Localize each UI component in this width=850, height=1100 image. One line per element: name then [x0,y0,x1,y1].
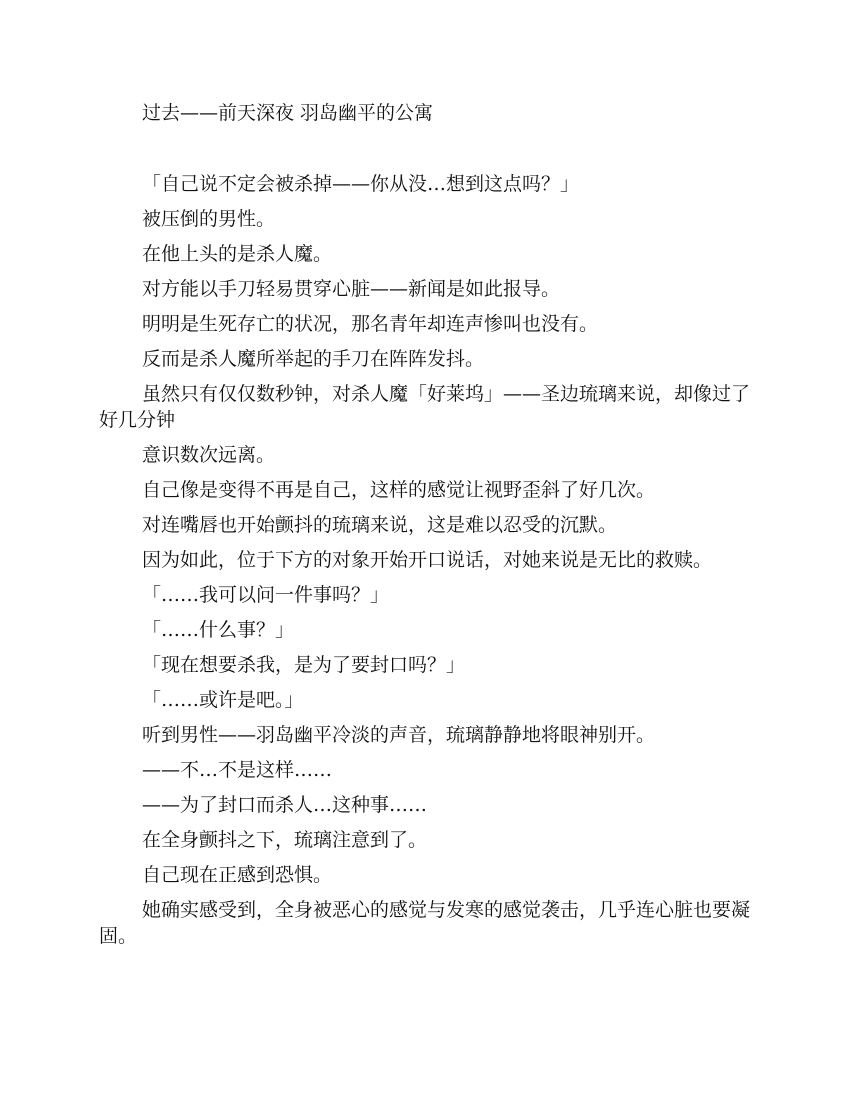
paragraph: 「……我可以问一件事吗？」 [142,584,390,606]
scene-heading: 过去——前天深夜 羽岛幽平的公寓 [142,102,434,124]
paragraph: 自己现在正感到恐惧。 [142,864,333,886]
paragraph: 「……或许是吧。」 [142,689,304,711]
paragraph: 「现在想要杀我，是为了要封口吗？」 [142,654,466,676]
paragraph: 对连嘴唇也开始颤抖的琉璃来说，这是难以忍受的沉默。 [142,514,618,536]
paragraph: 听到男性——羽岛幽平冷淡的声音，琉璃静静地将眼神别开。 [142,724,656,746]
paragraph: 虽然只有仅仅数秒钟，对杀人魔「好莱坞」——圣边琉璃来说，却像过了好几分钟 [99,383,751,431]
paragraph: 她确实感受到，全身被恶心的感觉与发寒的感觉袭击，几乎连心脏也要凝固。 [99,899,751,947]
paragraph: ——不…不是这样…… [142,759,333,781]
paragraph: 因为如此，位于下方的对象开始开口说话，对她来说是无比的救赎。 [142,549,713,571]
paragraph: 自己像是变得不再是自己，这样的感觉让视野歪斜了好几次。 [142,479,656,501]
paragraph: 对方能以手刀轻易贯穿心脏——新闻是如此报导。 [142,278,561,300]
paragraph: 在他上头的是杀人魔。 [142,243,333,265]
paragraph: ——为了封口而杀人…这种事…… [142,794,428,816]
paragraph: 在全身颤抖之下，琉璃注意到了。 [142,829,428,851]
paragraph: 「……什么事？」 [142,619,295,641]
paragraph: 「自己说不定会被杀掉——你从没…想到这点吗？」 [142,173,580,195]
paragraph: 意识数次远离。 [142,444,276,466]
paragraph: 反而是杀人魔所举起的手刀在阵阵发抖。 [142,348,485,370]
paragraph: 被压倒的男性。 [142,208,276,230]
paragraph: 明明是生死存亡的状况，那名青年却连声惨叫也没有。 [142,313,599,335]
story-body [99,171,755,958]
